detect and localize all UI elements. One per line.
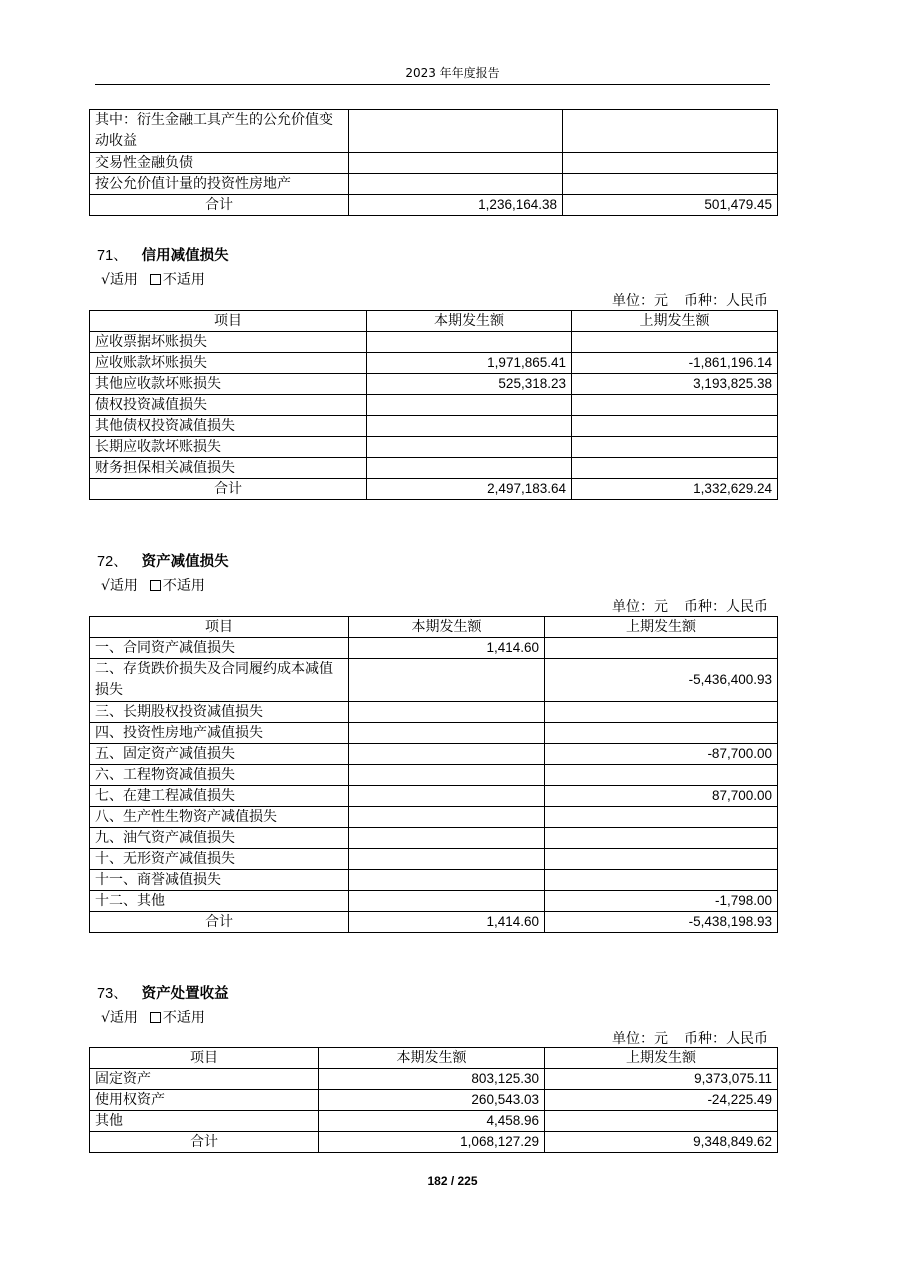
row-item: 财务担保相关减值损失 [90,458,367,479]
row-previous: -5,436,400.93 [545,659,778,702]
table-row [90,807,778,828]
section-72-unit [612,596,768,616]
section-71-unit [612,290,768,310]
table-row [90,744,778,765]
table-row [90,723,778,744]
checkbox-icon [150,580,161,591]
unit-label: 单位：元 [612,293,668,309]
header-previous: 上期发生额 [572,311,778,332]
header-current: 本期发生额 [319,1048,545,1069]
row-previous [545,870,778,891]
unit-label: 单位：元 [612,599,668,615]
checkbox-icon [150,1012,161,1023]
table-total-row [90,195,778,216]
header-item: 项目 [90,617,349,638]
header-previous: 上期发生额 [545,617,778,638]
row-item: 六、工程物资减值损失 [90,765,349,786]
row-item: 十一、商誉减值损失 [90,870,349,891]
row-item: 五、固定资产减值损失 [90,744,349,765]
not-applicable-label: 不适用 [162,272,205,288]
table-row [90,353,778,374]
currency-label: 币种：人民币 [684,599,768,615]
table-row [90,110,778,153]
row-current [349,807,545,828]
section-number: 72、 [97,554,128,570]
table-row [90,659,778,702]
row-current [349,659,545,702]
section-72-title [97,550,229,571]
row-previous [545,807,778,828]
table-row [90,332,778,353]
row-item: 其他债权投资减值损失 [90,416,367,437]
total-current: 1,236,164.38 [349,195,563,216]
table-header-row [90,311,778,332]
table-row [90,765,778,786]
table-row [90,891,778,912]
row-current [349,870,545,891]
table-row [90,458,778,479]
not-applicable-label: 不适用 [162,578,205,594]
asset-impairment-table [89,616,778,933]
header-current: 本期发生额 [349,617,545,638]
total-label: 合计 [90,912,349,933]
row-previous [572,458,778,479]
row-item: 三、长期股权投资减值损失 [90,702,349,723]
table-row [90,1069,778,1090]
row-item: 其他应收款坏账损失 [90,374,367,395]
row-current [349,891,545,912]
row-previous: -24,225.49 [545,1090,778,1111]
section-73-applicability [101,1007,205,1027]
row-item: 一、合同资产减值损失 [90,638,349,659]
row-previous: -1,798.00 [545,891,778,912]
row-current: 1,971,865.41 [367,353,572,374]
fair-value-gain-table [89,109,778,216]
checkbox-icon [150,274,161,285]
row-item: 长期应收款坏账损失 [90,437,367,458]
row-previous [572,332,778,353]
row-previous [545,638,778,659]
header-current: 本期发生额 [367,311,572,332]
row-item: 四、投资性房地产减值损失 [90,723,349,744]
unit-label: 单位：元 [612,1031,668,1047]
header-item: 项目 [90,311,367,332]
currency-label: 币种：人民币 [684,293,768,309]
total-current: 1,068,127.29 [319,1132,545,1153]
row-previous: -87,700.00 [545,744,778,765]
section-number: 73、 [97,986,128,1002]
row-current [349,765,545,786]
currency-label: 币种：人民币 [684,1031,768,1047]
row-previous [572,395,778,416]
table-row [90,702,778,723]
table-row [90,828,778,849]
report-header-title: 2023 年年度报告 [405,66,500,80]
applicable-mark: √适用 [101,272,138,288]
row-previous: 9,373,075.11 [545,1069,778,1090]
row-item: 交易性金融负债 [90,153,349,174]
total-previous: 501,479.45 [563,195,778,216]
row-item: 其他 [90,1111,319,1132]
row-previous [545,1111,778,1132]
row-item: 十、无形资产减值损失 [90,849,349,870]
row-item: 其中：衍生金融工具产生的公允价值变动收益 [90,110,349,153]
row-previous [545,702,778,723]
row-previous [545,849,778,870]
header-item: 项目 [90,1048,319,1069]
row-item: 十二、其他 [90,891,349,912]
table-total-row [90,479,778,500]
header-divider [95,84,770,85]
row-previous [563,153,778,174]
total-previous: 9,348,849.62 [545,1132,778,1153]
section-71-applicability [101,269,205,289]
row-item: 应收账款坏账损失 [90,353,367,374]
row-item: 固定资产 [90,1069,319,1090]
row-item: 八、生产性生物资产减值损失 [90,807,349,828]
page-number: 182 / 225 [427,1174,478,1188]
table-row [90,395,778,416]
row-current: 4,458.96 [319,1111,545,1132]
row-item: 九、油气资产减值损失 [90,828,349,849]
row-previous: 3,193,825.38 [572,374,778,395]
row-item: 七、在建工程减值损失 [90,786,349,807]
section-73-unit [612,1028,768,1048]
row-current [349,723,545,744]
table-row [90,870,778,891]
row-current [349,153,563,174]
row-current [349,174,563,195]
table-row [90,374,778,395]
row-current [349,849,545,870]
row-current [367,395,572,416]
row-previous [563,110,778,153]
section-71-title [97,244,229,265]
total-label: 合计 [90,1132,319,1153]
row-item: 使用权资产 [90,1090,319,1111]
row-previous [545,828,778,849]
row-item: 应收票据坏账损失 [90,332,367,353]
table-row [90,1090,778,1111]
row-current: 803,125.30 [319,1069,545,1090]
total-current: 2,497,183.64 [367,479,572,500]
row-item: 二、存货跌价损失及合同履约成本减值损失 [90,659,349,702]
table-row [90,153,778,174]
row-item: 按公允价值计量的投资性房地产 [90,174,349,195]
section-number: 71、 [97,248,128,264]
row-current [349,110,563,153]
row-current [367,458,572,479]
row-previous: 87,700.00 [545,786,778,807]
row-current: 260,543.03 [319,1090,545,1111]
row-current: 525,318.23 [367,374,572,395]
not-applicable-label: 不适用 [162,1010,205,1026]
total-previous: 1,332,629.24 [572,479,778,500]
table-row [90,174,778,195]
row-previous [545,765,778,786]
row-previous [572,416,778,437]
row-previous: -1,861,196.14 [572,353,778,374]
row-current [367,437,572,458]
header-previous: 上期发生额 [545,1048,778,1069]
row-current [349,744,545,765]
table-row [90,849,778,870]
table-row [90,786,778,807]
row-item: 债权投资减值损失 [90,395,367,416]
asset-disposal-table [89,1047,778,1153]
row-previous [572,437,778,458]
section-72-applicability [101,575,205,595]
section-title-text: 资产减值损失 [141,554,229,570]
applicable-mark: √适用 [101,578,138,594]
section-title-text: 信用减值损失 [141,248,229,264]
row-previous [545,723,778,744]
row-previous [563,174,778,195]
total-current: 1,414.60 [349,912,545,933]
section-73-title [97,982,229,1003]
table-row [90,1111,778,1132]
row-current [367,416,572,437]
table-header-row [90,617,778,638]
total-previous: -5,438,198.93 [545,912,778,933]
row-current [349,786,545,807]
table-total-row [90,912,778,933]
row-current [349,828,545,849]
section-title-text: 资产处置收益 [141,986,229,1002]
row-current: 1,414.60 [349,638,545,659]
table-row [90,638,778,659]
row-current [349,702,545,723]
applicable-mark: √适用 [101,1010,138,1026]
table-row [90,416,778,437]
row-current [367,332,572,353]
table-row [90,437,778,458]
table-header-row [90,1048,778,1069]
total-label: 合计 [90,479,367,500]
table-total-row [90,1132,778,1153]
credit-impairment-table [89,310,778,500]
total-label: 合计 [90,195,349,216]
